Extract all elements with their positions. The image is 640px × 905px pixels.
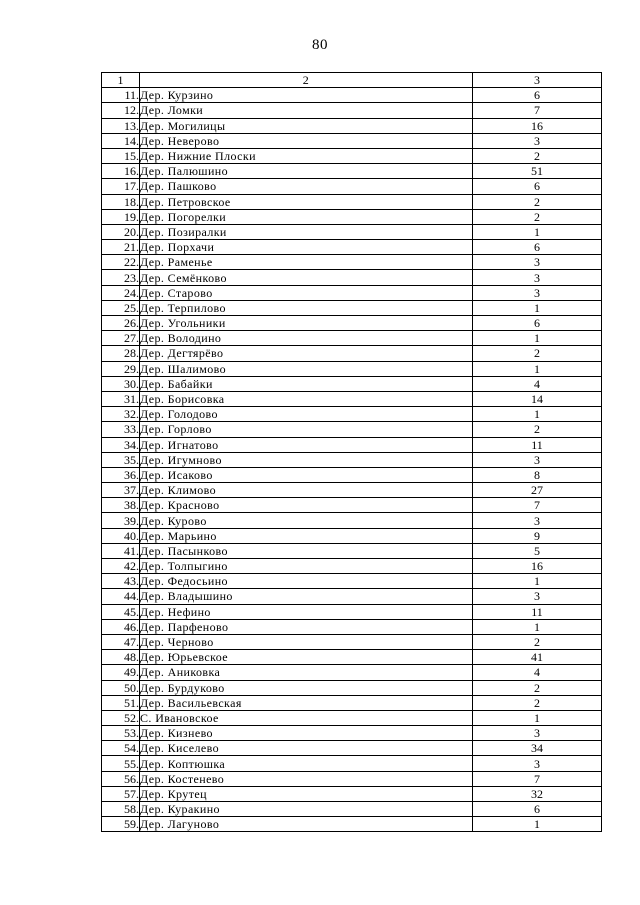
row-number: 48. [102, 650, 140, 665]
table-row [102, 802, 602, 817]
row-value: 2 [473, 634, 602, 649]
row-value: 2 [473, 194, 602, 209]
table-row [102, 224, 602, 239]
row-value: 34 [473, 741, 602, 756]
settlement-name: Дер. Игнатово [140, 437, 473, 452]
row-number: 32. [102, 407, 140, 422]
row-value: 6 [473, 88, 602, 103]
table-row [102, 634, 602, 649]
row-number: 57. [102, 786, 140, 801]
row-number: 33. [102, 422, 140, 437]
settlement-name: Дер. Марьино [140, 528, 473, 543]
table-row [102, 619, 602, 634]
settlement-name: Дер. Нижние Плоски [140, 148, 473, 163]
settlement-name: Дер. Раменье [140, 255, 473, 270]
table-row [102, 270, 602, 285]
row-number: 40. [102, 528, 140, 543]
row-value: 2 [473, 209, 602, 224]
row-number: 13. [102, 118, 140, 133]
row-number: 49. [102, 665, 140, 680]
row-value: 1 [473, 710, 602, 725]
row-value: 3 [473, 513, 602, 528]
settlement-name: Дер. Бабайки [140, 376, 473, 391]
row-value: 14 [473, 391, 602, 406]
row-value: 6 [473, 179, 602, 194]
settlement-name: Дер. Крутец [140, 786, 473, 801]
settlements-table [101, 72, 602, 832]
row-number: 44. [102, 589, 140, 604]
row-number: 54. [102, 741, 140, 756]
row-number: 24. [102, 285, 140, 300]
table-row [102, 543, 602, 558]
row-number: 14. [102, 133, 140, 148]
row-value: 1 [473, 224, 602, 239]
settlement-name: Дер. Климово [140, 483, 473, 498]
row-number: 21. [102, 240, 140, 255]
table-row [102, 771, 602, 786]
settlement-name: Дер. Петровское [140, 194, 473, 209]
settlement-name: Дер. Погорелки [140, 209, 473, 224]
table-row [102, 695, 602, 710]
table-header-row [102, 73, 602, 88]
row-number: 29. [102, 361, 140, 376]
table-row [102, 452, 602, 467]
row-value: 3 [473, 756, 602, 771]
row-number: 30. [102, 376, 140, 391]
table-row [102, 88, 602, 103]
settlement-name: Дер. Костенево [140, 771, 473, 786]
row-number: 26. [102, 316, 140, 331]
table-row [102, 407, 602, 422]
table-row [102, 589, 602, 604]
settlement-name: Дер. Бурдуково [140, 680, 473, 695]
row-number: 11. [102, 88, 140, 103]
row-number: 22. [102, 255, 140, 270]
row-number: 27. [102, 331, 140, 346]
settlement-name: Дер. Парфеново [140, 619, 473, 634]
settlement-name: Дер. Позиралки [140, 224, 473, 239]
header-cell-number: 1 [102, 73, 140, 88]
row-value: 1 [473, 300, 602, 315]
header-cell-value: 3 [473, 73, 602, 88]
settlement-name: Дер. Киселево [140, 741, 473, 756]
table-row [102, 786, 602, 801]
settlement-name: Дер. Федосьино [140, 574, 473, 589]
row-value: 16 [473, 559, 602, 574]
row-value: 3 [473, 726, 602, 741]
table-row [102, 255, 602, 270]
row-number: 43. [102, 574, 140, 589]
row-number: 52. [102, 710, 140, 725]
table-row [102, 346, 602, 361]
row-value: 51 [473, 164, 602, 179]
settlement-name: Дер. Угольники [140, 316, 473, 331]
row-value: 7 [473, 771, 602, 786]
row-value: 3 [473, 285, 602, 300]
table-row [102, 680, 602, 695]
table-row [102, 148, 602, 163]
table-row [102, 133, 602, 148]
row-number: 17. [102, 179, 140, 194]
row-number: 47. [102, 634, 140, 649]
row-value: 6 [473, 802, 602, 817]
row-value: 2 [473, 346, 602, 361]
row-number: 50. [102, 680, 140, 695]
table-row [102, 437, 602, 452]
settlement-name: Дер. Аниковка [140, 665, 473, 680]
row-value: 2 [473, 695, 602, 710]
settlement-name: Дер. Горлово [140, 422, 473, 437]
table-row [102, 604, 602, 619]
row-value: 16 [473, 118, 602, 133]
settlement-name: Дер. Куракино [140, 802, 473, 817]
settlement-name: Дер. Исаково [140, 467, 473, 482]
row-value: 3 [473, 255, 602, 270]
row-number: 39. [102, 513, 140, 528]
table-row [102, 179, 602, 194]
row-value: 1 [473, 817, 602, 832]
row-number: 19. [102, 209, 140, 224]
settlement-name: Дер. Курзино [140, 88, 473, 103]
settlement-name: Дер. Пасынково [140, 543, 473, 558]
row-number: 28. [102, 346, 140, 361]
row-number: 31. [102, 391, 140, 406]
row-value: 1 [473, 619, 602, 634]
row-number: 38. [102, 498, 140, 513]
row-number: 59. [102, 817, 140, 832]
table-row [102, 300, 602, 315]
settlement-name: Дер. Неверово [140, 133, 473, 148]
row-number: 35. [102, 452, 140, 467]
row-value: 8 [473, 467, 602, 482]
table-row [102, 240, 602, 255]
row-value: 2 [473, 148, 602, 163]
row-number: 23. [102, 270, 140, 285]
row-value: 32 [473, 786, 602, 801]
table-row [102, 391, 602, 406]
row-number: 45. [102, 604, 140, 619]
row-value: 1 [473, 361, 602, 376]
row-value: 41 [473, 650, 602, 665]
settlement-name: Дер. Нефино [140, 604, 473, 619]
settlement-name: Дер. Владышино [140, 589, 473, 604]
table-row [102, 194, 602, 209]
table-row [102, 118, 602, 133]
settlement-name: Дер. Голодово [140, 407, 473, 422]
settlement-name: Дер. Борисовка [140, 391, 473, 406]
table-row [102, 483, 602, 498]
settlement-name: Дер. Коптюшка [140, 756, 473, 771]
settlement-name: Дер. Толпыгино [140, 559, 473, 574]
row-value: 3 [473, 133, 602, 148]
row-value: 6 [473, 316, 602, 331]
settlement-name: Дер. Пашково [140, 179, 473, 194]
row-value: 7 [473, 498, 602, 513]
row-value: 2 [473, 680, 602, 695]
row-number: 20. [102, 224, 140, 239]
row-value: 7 [473, 103, 602, 118]
row-value: 2 [473, 422, 602, 437]
row-value: 3 [473, 589, 602, 604]
table-row [102, 361, 602, 376]
table-row [102, 513, 602, 528]
row-number: 37. [102, 483, 140, 498]
table-row [102, 665, 602, 680]
table-row [102, 376, 602, 391]
settlement-name: Дер. Могилицы [140, 118, 473, 133]
row-number: 41. [102, 543, 140, 558]
settlement-name: Дер. Палюшино [140, 164, 473, 179]
row-number: 15. [102, 148, 140, 163]
page-number: 80 [312, 37, 328, 53]
table-row [102, 498, 602, 513]
table-row [102, 817, 602, 832]
row-number: 18. [102, 194, 140, 209]
table-row [102, 559, 602, 574]
row-number: 25. [102, 300, 140, 315]
row-number: 34. [102, 437, 140, 452]
settlement-name: Дер. Лагуново [140, 817, 473, 832]
table-row [102, 710, 602, 725]
settlement-name: Дер. Красново [140, 498, 473, 513]
row-value: 3 [473, 270, 602, 285]
table-row [102, 209, 602, 224]
settlement-name: Дер. Черново [140, 634, 473, 649]
table-row [102, 726, 602, 741]
row-value: 27 [473, 483, 602, 498]
settlement-name: Дер. Семёнково [140, 270, 473, 285]
settlement-name: Дер. Володино [140, 331, 473, 346]
settlement-name: Дер. Шалимово [140, 361, 473, 376]
row-value: 3 [473, 452, 602, 467]
row-number: 36. [102, 467, 140, 482]
table-row [102, 285, 602, 300]
row-value: 4 [473, 665, 602, 680]
table-row [102, 741, 602, 756]
table-row [102, 103, 602, 118]
settlement-name: Дер. Игумново [140, 452, 473, 467]
table-row [102, 316, 602, 331]
row-value: 4 [473, 376, 602, 391]
row-number: 51. [102, 695, 140, 710]
row-number: 56. [102, 771, 140, 786]
row-value: 5 [473, 543, 602, 558]
table-row [102, 650, 602, 665]
table-row [102, 528, 602, 543]
settlement-name: Дер. Ломки [140, 103, 473, 118]
row-number: 58. [102, 802, 140, 817]
header-cell-name: 2 [140, 73, 473, 88]
row-number: 42. [102, 559, 140, 574]
row-number: 55. [102, 756, 140, 771]
table-row [102, 331, 602, 346]
row-value: 1 [473, 407, 602, 422]
settlement-name: Дер. Васильевская [140, 695, 473, 710]
settlement-name: Дер. Порхачи [140, 240, 473, 255]
settlement-name: Дер. Курово [140, 513, 473, 528]
row-number: 53. [102, 726, 140, 741]
table-row [102, 756, 602, 771]
row-number: 12. [102, 103, 140, 118]
row-value: 1 [473, 331, 602, 346]
table-row [102, 467, 602, 482]
row-value: 11 [473, 604, 602, 619]
settlement-name: Дер. Терпилово [140, 300, 473, 315]
row-number: 16. [102, 164, 140, 179]
settlement-name: Дер. Кизнево [140, 726, 473, 741]
row-value: 6 [473, 240, 602, 255]
settlement-name: Дер. Юрьевское [140, 650, 473, 665]
settlement-name: Дер. Старово [140, 285, 473, 300]
row-number: 46. [102, 619, 140, 634]
row-value: 1 [473, 574, 602, 589]
row-value: 9 [473, 528, 602, 543]
table-row [102, 574, 602, 589]
settlement-name: Дер. Дегтярёво [140, 346, 473, 361]
table-row [102, 422, 602, 437]
row-value: 11 [473, 437, 602, 452]
table-row [102, 164, 602, 179]
settlement-name: С. Ивановское [140, 710, 473, 725]
